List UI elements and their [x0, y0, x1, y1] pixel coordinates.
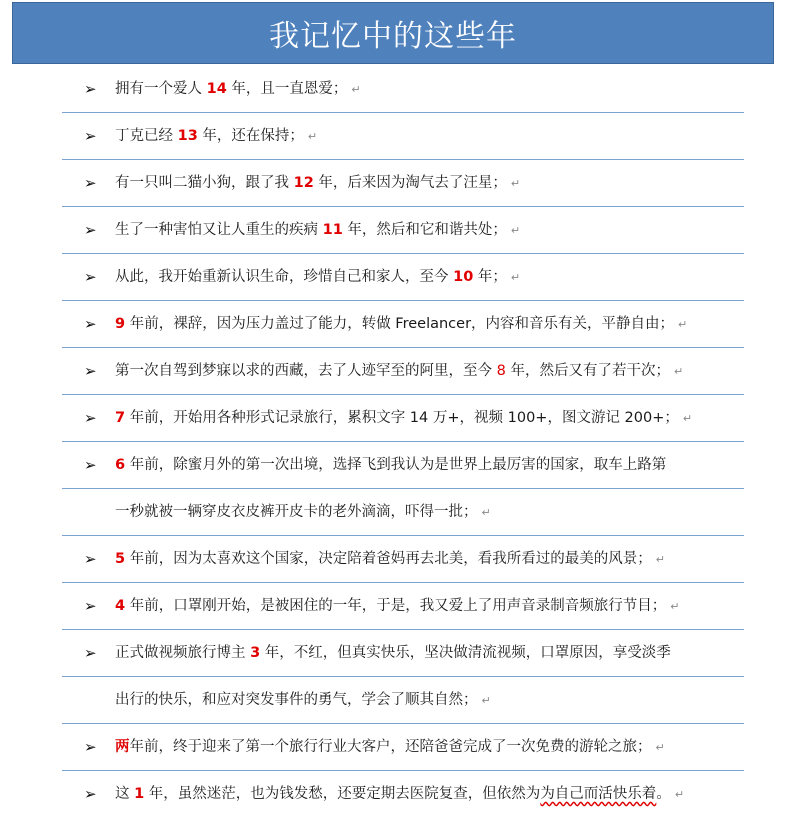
arrow-bullet-icon: ➢ [84, 644, 97, 662]
list-item [62, 113, 744, 160]
item-text: 拥有一个爱人 14 年，且一直恩爱； ↵ [115, 81, 361, 97]
arrow-bullet-icon: ➢ [84, 550, 97, 568]
paragraph-mark-icon: ↵ [510, 177, 521, 190]
list-item [62, 66, 744, 113]
list-item-continuation [62, 677, 744, 724]
paragraph-mark-icon: ↵ [481, 506, 491, 519]
paragraph-mark-icon: ↵ [674, 788, 685, 801]
arrow-bullet-icon: ➢ [84, 409, 97, 427]
arrow-bullet-icon: ➢ [84, 315, 97, 333]
list-item [62, 536, 744, 583]
list-item-continuation [62, 489, 744, 536]
item-text-continued: 出行的快乐，和应对突发事件的勇气，学会了顺其自然； ↵ [115, 692, 491, 708]
list-item [62, 395, 744, 442]
list-item [62, 771, 744, 818]
paragraph-mark-icon: ↵ [673, 365, 684, 378]
arrow-bullet-icon: ➢ [84, 738, 97, 756]
paragraph-mark-icon: ↵ [351, 83, 361, 96]
item-text: 这 1 年，虽然迷茫，也为钱发愁，还要定期去医院复查，但依然为为自己而活快乐着。 ↵ [115, 786, 685, 802]
arrow-bullet-icon: ➢ [84, 456, 97, 474]
paragraph-mark-icon: ↵ [670, 600, 680, 613]
list-item [62, 442, 744, 489]
item-text: 生了一种害怕又让人重生的疾病 11 年，然后和它和谐共处； ↵ [115, 222, 521, 238]
memory-list [0, 66, 787, 818]
list-item [62, 254, 744, 301]
arrow-bullet-icon: ➢ [84, 597, 97, 615]
list-item [62, 583, 744, 630]
paragraph-mark-icon: ↵ [510, 271, 521, 284]
arrow-bullet-icon: ➢ [84, 80, 97, 98]
list-item [62, 207, 744, 254]
item-text: 5 年前，因为太喜欢这个国家，决定陪着爸妈再去北美，看我所看过的最美的风景； ↵ [115, 551, 665, 567]
paragraph-mark-icon: ↵ [307, 130, 318, 143]
paragraph-mark-icon: ↵ [655, 741, 665, 754]
item-text: 两年前，终于迎来了第一个旅行行业大客户，还陪爸爸完成了一次免费的游轮之旅； ↵ [115, 739, 665, 755]
item-text: 4 年前，口罩刚开始，是被困住的一年，于是，我又爱上了用声音录制音频旅行节目； ↵ [115, 598, 680, 614]
list-item [62, 301, 744, 348]
paragraph-mark-icon: ↵ [655, 553, 665, 566]
arrow-bullet-icon: ➢ [84, 268, 97, 286]
paragraph-mark-icon: ↵ [510, 224, 521, 237]
list-item [62, 630, 744, 677]
title-banner [12, 2, 774, 64]
list-item [62, 724, 744, 771]
arrow-bullet-icon: ➢ [84, 785, 97, 803]
item-text: 正式做视频旅行博主 3 年，不红，但真实快乐，坚决做清流视频，口罩原因，享受淡季 [115, 645, 671, 661]
item-text: 从此，我开始重新认识生命，珍惜自己和家人，至今 10 年； ↵ [115, 269, 521, 285]
page-title: 我记忆中的这些年 [269, 19, 517, 54]
item-text: 有一只叫二猫小狗，跟了我 12 年，后来因为淘气去了汪星； ↵ [115, 175, 521, 191]
paragraph-mark-icon: ↵ [481, 694, 491, 707]
item-text: 9 年前，裸辞，因为压力盖过了能力，转做 Freelancer，内容和音乐有关，平静自由； ↵ [115, 316, 688, 332]
list-item [62, 160, 744, 207]
arrow-bullet-icon: ➢ [84, 174, 97, 192]
paragraph-mark-icon: ↵ [682, 412, 693, 425]
arrow-bullet-icon: ➢ [84, 221, 97, 239]
item-text: 第一次自驾到梦寐以求的西藏，去了人迹罕至的阿里，至今 8 年，然后又有了若干次； ↵ [115, 363, 684, 379]
spellcheck-underlined-text: 为自己而活快乐着 [540, 786, 657, 802]
item-text-continued: 一秒就被一辆穿皮衣皮裤开皮卡的老外滴滴，吓得一批； ↵ [115, 504, 491, 520]
item-text: 7 年前，开始用各种形式记录旅行，累积文字 14 万+，视频 100+，图文游记 200+； ↵ [115, 410, 693, 426]
arrow-bullet-icon: ➢ [84, 362, 97, 380]
item-text: 丁克已经 13 年，还在保持； ↵ [115, 128, 318, 144]
item-text: 6 年前，除蜜月外的第一次出境，选择飞到我认为是世界上最厉害的国家，取车上路第 [115, 457, 667, 473]
paragraph-mark-icon: ↵ [678, 318, 688, 331]
list-item [62, 348, 744, 395]
arrow-bullet-icon: ➢ [84, 127, 97, 145]
